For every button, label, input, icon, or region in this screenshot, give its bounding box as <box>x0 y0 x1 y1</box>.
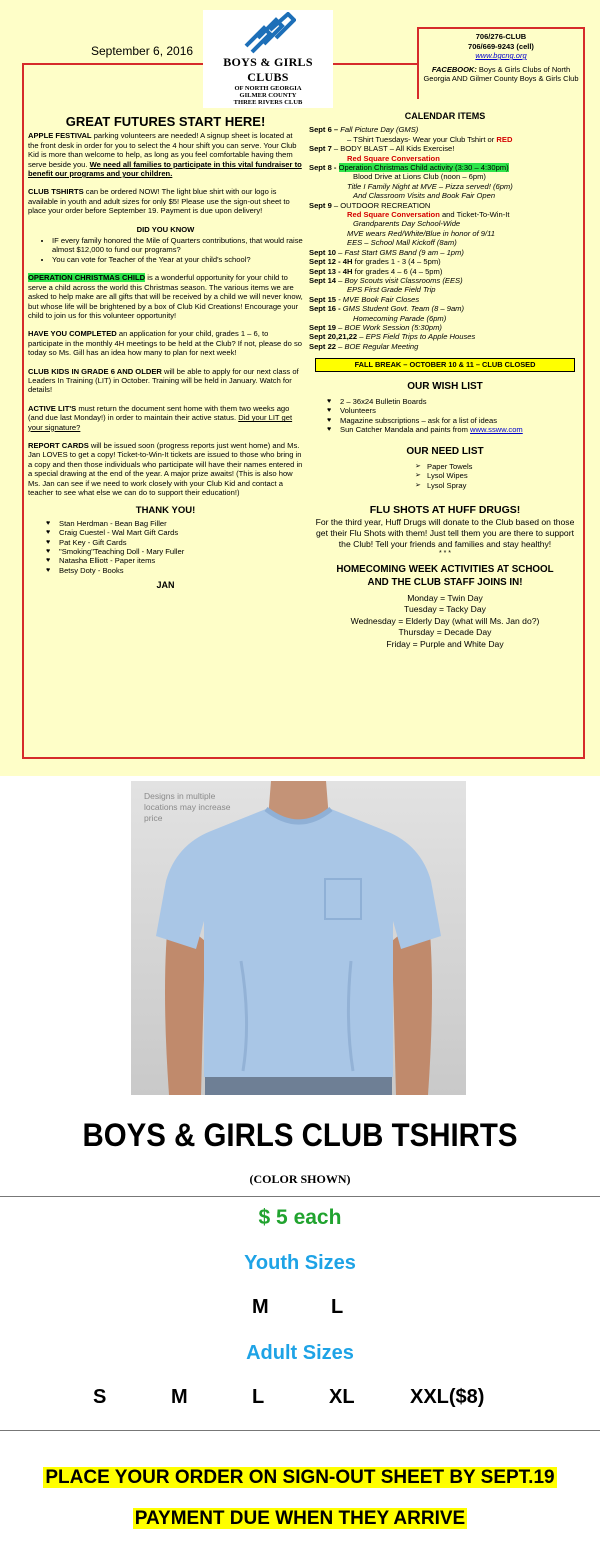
wish-list <box>309 397 581 435</box>
ssww-link[interactable]: www.ssww.com <box>470 425 523 435</box>
list-item: ➢ Lysol Spray <box>415 481 581 490</box>
event-text: – OUTDOOR RECREATION <box>331 200 431 210</box>
calendar-sept7-b <box>309 154 581 163</box>
event-date: Sept 19 <box>309 322 337 332</box>
active-lits-paragraph <box>28 404 303 432</box>
list-item: ♥ Stan Herdman - Bean Bag Filler <box>46 519 303 528</box>
wish-list-heading: OUR WISH LIST <box>407 380 483 392</box>
right-column <box>309 112 581 650</box>
payment-instructions <box>0 1508 600 1530</box>
contact-phone2: 706/669-9243 (cell) <box>468 41 534 51</box>
event-text: – BOE Work Session (5:30pm) <box>336 322 442 332</box>
list-item: Wednesday = Elderly Day (what will Ms. Jan do?) <box>350 615 540 626</box>
thank-you-heading: THANK YOU! <box>135 505 196 517</box>
flu-shots-text: For the third year, Huff Drugs will donate to the Club based on those get their Flu Shots with them! Just tell them you are there to support the Club! Tell your friends and families and stay healthy! <box>315 516 575 549</box>
event-text: for grades 4 – 6 (4 – 5pm) <box>352 266 443 276</box>
calendar-sept22 <box>309 342 581 351</box>
report-cards-paragraph <box>28 441 303 497</box>
divider <box>0 1430 600 1431</box>
event-text: and Ticket-To-Win-It <box>439 210 510 220</box>
list-item: ♥ Pat Key - Gift Cards <box>46 538 303 547</box>
need-list <box>309 462 581 490</box>
calendar-sept6 <box>309 125 581 134</box>
calendar-sept13 <box>309 267 581 276</box>
youth-size-m: M <box>252 1296 269 1318</box>
event-text: – EPS Field Trips to Apple Houses <box>357 332 476 342</box>
contact-box <box>417 27 585 99</box>
adult-size-xxl: XXL($8) <box>410 1386 485 1408</box>
calendar-sept9-d: MVE wears Red/White/Blue in honor of 9/11 <box>347 228 496 238</box>
youth-size-l: L <box>331 1296 344 1318</box>
youth-sizes-heading: Youth Sizes <box>244 1252 356 1274</box>
event-red-text: Red Square Conversation <box>347 153 440 163</box>
did-you-know-heading: DID YOU KNOW <box>136 224 195 234</box>
facebook-label: FACEBOOK: <box>431 64 477 74</box>
signature: JAN <box>156 580 175 591</box>
homecoming-heading <box>309 563 581 589</box>
list-item: ♥ Natasha Elliott - Paper items <box>46 556 303 565</box>
have-you-completed-paragraph <box>28 329 303 357</box>
adult-sizes-heading: Adult Sizes <box>246 1342 354 1364</box>
event-date: Sept 16 - <box>309 304 341 314</box>
lit-lead: ACTIVE LIT'S <box>28 403 77 413</box>
event-date: Sept 22 <box>309 341 337 351</box>
list-item: ♥ Craig Cuestel - Wal Mart Gift Cards <box>46 528 303 537</box>
website-link[interactable]: www.bgcng.org <box>475 51 527 60</box>
tshirt-photo <box>131 781 466 1095</box>
order-instructions <box>0 1467 600 1489</box>
event-text: Fall Picture Day (GMS) <box>338 125 419 135</box>
calendar-sept9-c: Grandparents Day School-Wide <box>353 219 461 229</box>
order-line1: PLACE YOUR ORDER ON SIGN-OUT SHEET BY SEPT.19 <box>45 1467 555 1488</box>
list-item: • IF every family honored the Mile of Quarters contributions, that would raise almost $12,000 to fund our programs? <box>52 236 303 255</box>
event-date: Sept 20,21,22 <box>309 332 358 342</box>
occ-paragraph <box>28 273 303 320</box>
list-item: ➢ Lysol Wipes <box>415 471 581 480</box>
price-label: $ 5 each <box>258 1206 342 1229</box>
calendar-sept19 <box>309 323 581 332</box>
club-logo <box>203 10 333 108</box>
homecoming-heading-line1: HOMECOMING WEEK ACTIVITIES AT SCHOOL <box>336 563 554 575</box>
calendar-sept6-b <box>309 135 581 144</box>
lit-emph: Did your LIT get your signature? <box>28 413 293 432</box>
apple-lead: APPLE FESTIVAL <box>28 131 92 141</box>
adult-size-m: M <box>171 1386 188 1408</box>
list-item <box>327 425 581 434</box>
occ-text: is a wonderful opportunity for your child to serve a child across the world this Christmas season. The various items we are asked to help make are all gifts that will be received by a child we will never know, but whose life will be brightened by a box of Club Kid Creations! Encourage your child to join us for this volunteer opportunity! <box>28 273 303 320</box>
left-column <box>28 114 303 591</box>
rc-lead: REPORT CARDS <box>28 440 89 450</box>
calendar-sept14-b: EPS First Grade Field Trip <box>347 285 436 295</box>
list-item: • You can vote for Teacher of the Year at your child's school? <box>52 255 303 264</box>
tshirts-lead: CLUB TSHIRTS <box>28 187 84 197</box>
hyc-lead: HAVE YOU COMPLETED <box>28 329 117 339</box>
event-text: – BOE Regular Meeting <box>336 341 419 351</box>
event-text: - MVE Book Fair Closes <box>336 294 420 304</box>
facebook-text: Boys & Girls Clubs of North Georgia AND Gilmer County Boys & Girls Club <box>423 64 579 83</box>
list-item: Friday = Purple and White Day <box>386 638 504 649</box>
tshirts-text: can be ordered NOW! The light blue shirt with our logo is available in youth and adult sizes for only $5! Please use the sign-out sheet to place your order before September 19. Payment is due upon delivery! <box>28 187 290 216</box>
did-you-know-list <box>28 236 303 264</box>
lit-text: must return the document sent home with them two weeks ago (and due last Monday!) in order to maintain their active status. <box>28 403 290 423</box>
list-item: Tuesday = Tacky Day <box>404 604 486 615</box>
color-shown-label: (COLOR SHOWN) <box>249 1172 351 1186</box>
tshirt-flyer-title: BOYS & GIRLS CLUB TSHIRTS <box>82 1117 518 1153</box>
event-text: GMS Student Govt. Team (8 – 9am) <box>340 304 465 314</box>
calendar-sept8-d: And Classroom Visits and Book Fair Open <box>353 191 496 201</box>
event-date: Sept 14 <box>309 275 337 285</box>
list-item: ♥ "Smoking"Teaching Doll - Mary Fuller <box>46 547 303 556</box>
event-date: Sept 13 - 4H <box>309 266 353 276</box>
adult-size-s: S <box>93 1386 107 1408</box>
flu-shots-heading: FLU SHOTS AT HUFF DRUGS! <box>369 504 521 517</box>
calendar-sept15 <box>309 295 581 304</box>
logo-line2: OF NORTH GEORGIA <box>234 85 302 92</box>
event-text: – Fast Start GMS Band (9 am – 1pm) <box>336 247 464 257</box>
order-line2: PAYMENT DUE WHEN THEY ARRIVE <box>134 1508 466 1529</box>
calendar-sept8-c: Title I Family Night at MVE – Pizza served! (6pm) <box>347 181 513 191</box>
calendar-heading: CALENDAR ITEMS <box>404 111 486 121</box>
headline: GREAT FUTURES START HERE! <box>65 114 266 129</box>
calendar-sept9 <box>309 201 581 210</box>
club-kids-grade6-paragraph <box>28 367 303 395</box>
list-item: ♥ 2 – 36x24 Bulletin Boards <box>327 397 581 406</box>
list-item: ➢ Paper Towels <box>415 462 581 471</box>
contact-phone1: 706/276-CLUB <box>475 32 527 41</box>
calendar-sept8-b: Blood Drive at Lions Club (noon – 6pm) <box>353 172 486 182</box>
event-date: Sept 7 <box>309 144 332 154</box>
calendar-sept7 <box>309 144 581 153</box>
newsletter-date: September 6, 2016 <box>91 44 194 58</box>
logo-line3: GILMER COUNTY <box>239 92 297 99</box>
apple-text: parking volunteers are needed! A signup sheet is located at the front desk in order for you to select the 4 hour shift you can serve. Your Club Kid is more than welcome to help, as long as you feel comfortable having them serve beside you. <box>28 131 297 169</box>
occ-lead: OPERATION CHRISTMAS CHILD <box>28 273 146 283</box>
flu-stars: * * * <box>438 549 452 557</box>
event-text: – TShirt Tuesdays- Wear your Club Tshirt or <box>347 134 497 144</box>
calendar-sept14 <box>309 276 581 285</box>
event-date: Sept 12 - 4H <box>309 257 353 267</box>
ck6-lead: CLUB KIDS IN GRADE 6 AND OLDER <box>28 366 162 376</box>
homecoming-heading-line2: AND THE CLUB STAFF JOINS IN! <box>367 576 523 588</box>
adult-size-xl: XL <box>329 1386 355 1408</box>
club-logo-icon <box>240 12 296 54</box>
calendar-sept10 <box>309 248 581 257</box>
calendar-sept9-e: EES – School Mall Kickoff (8am) <box>347 238 457 248</box>
event-date: Sept 10 <box>309 247 337 257</box>
event-date: Sept 15 <box>309 294 337 304</box>
photo-note: Designs in multiple locations may increase price <box>144 791 231 823</box>
event-date: Sept 8 - <box>309 163 337 173</box>
list-item: ♥ Magazine subscriptions – ask for a list of ideas <box>327 416 581 425</box>
calendar-sept9-b <box>309 210 581 219</box>
event-text: – Boy Scouts visit Classrooms (EES) <box>336 275 463 285</box>
event-date: Sept 9 <box>309 200 332 210</box>
calendar-sept16 <box>309 304 581 313</box>
wish-item-text: Sun Catcher Mandala and paints from <box>340 425 471 435</box>
newsletter-page <box>0 0 600 776</box>
apple-festival-paragraph <box>28 131 303 178</box>
homecoming-days <box>309 593 581 651</box>
calendar-sept20 <box>309 332 581 341</box>
thank-you-list <box>28 519 303 575</box>
list-item: Thursday = Decade Day <box>398 627 492 638</box>
event-text: – BODY BLAST – All Kids Exercise! <box>331 144 455 154</box>
event-text: for grades 1 - 3 (4 – 5pm) <box>352 257 441 267</box>
adult-size-l: L <box>252 1386 265 1408</box>
list-item: Monday = Twin Day <box>407 592 483 603</box>
tshirts-paragraph <box>28 187 303 215</box>
list-item: ♥ Volunteers <box>327 406 581 415</box>
apple-emph: We need all families to participate in this vital fundraiser to benefit our programs and your children. <box>28 159 302 179</box>
calendar-sept16-b: Homecoming Parade (6pm) <box>353 313 447 323</box>
logo-line4: THREE RIVERS CLUB <box>233 99 303 106</box>
rc-text: will be issued soon (progress reports just went home) and Ms. Jan LOVES to get a copy! Ticket-to-Win-It tickets are issued to those who bring in a copy and then those individuals who participate will have their names entered in a special drawing at the end of the year. A major prize awaits! (This is also how Ms. Jan can see if we need to work closely with your Club Kid and contact a teacher to see what else we can do to support their education!) <box>28 440 303 497</box>
list-item: ♥ Betsy Doty - Books <box>46 566 303 575</box>
event-red-text: Red Square Conversation <box>347 210 440 220</box>
logo-name: BOYS & GIRLS CLUBS <box>223 55 313 84</box>
contact-facebook <box>419 65 583 84</box>
need-list-heading: OUR NEED LIST <box>406 445 484 457</box>
calendar-sept8 <box>309 163 581 172</box>
event-highlight: Operation Christmas Child activity (3:30 – 4:30pm) <box>338 163 509 173</box>
ck6-text: will be able to apply for our next class of Leaders In Training (LIT) in October. Training will be held in January. Watch for details! <box>28 366 299 395</box>
event-date: Sept 6 – <box>309 125 339 135</box>
hyc-text: an application for your child, grades 1 – 6, to participate in the monthly 4H meetings to be held at the Club? If not, please do so today so Ms. Gill has an idea how many to plan for next week! <box>28 329 302 358</box>
fall-break-banner: FALL BREAK – OCTOBER 10 & 11 – CLUB CLOSED <box>315 358 575 371</box>
divider <box>0 1196 600 1197</box>
calendar-sept12 <box>309 257 581 266</box>
event-red-text: RED <box>496 134 513 144</box>
tshirt-image <box>131 781 466 1095</box>
